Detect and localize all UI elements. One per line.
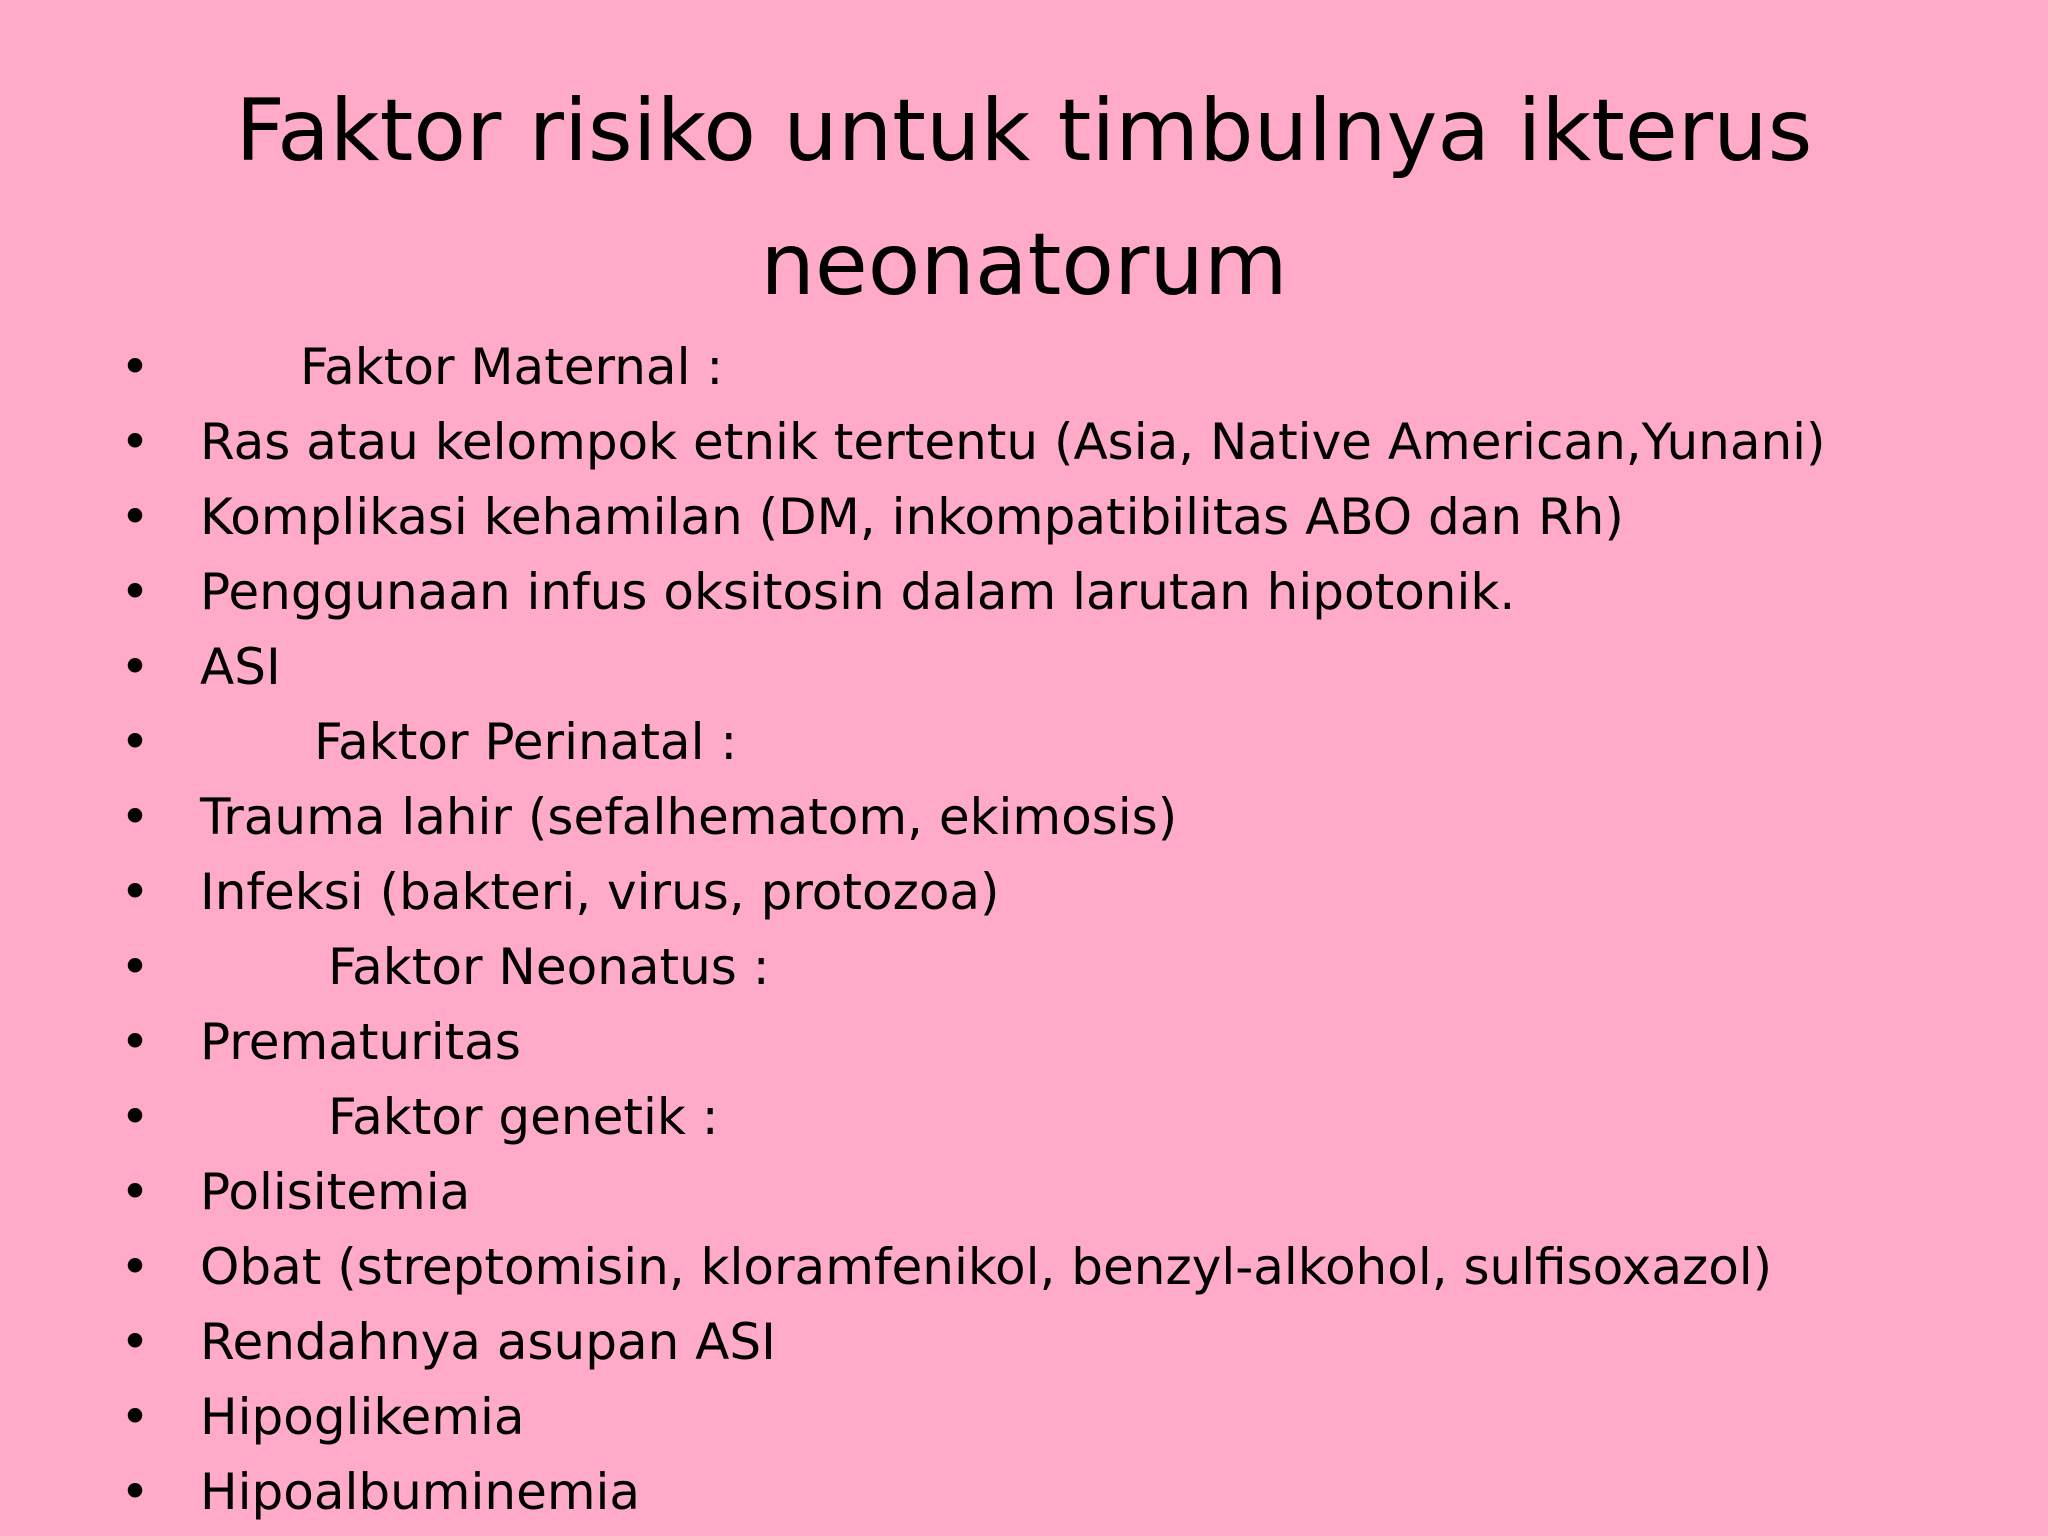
bullet-item — [0, 480, 2048, 555]
slide-title-line-1: Faktor risiko untuk timbulnya ikterus — [235, 81, 1813, 181]
bullet-icon: • — [120, 563, 150, 621]
bullet-icon: • — [120, 1088, 150, 1146]
bullet-text: Prematuritas — [200, 1013, 521, 1071]
slide-title — [0, 64, 2048, 332]
bullet-text: Faktor genetik : — [328, 1088, 719, 1146]
bullet-item — [0, 1305, 2048, 1380]
bullet-item — [0, 855, 2048, 930]
bullet-icon: • — [120, 638, 150, 696]
bullet-item — [0, 1455, 2048, 1530]
bullet-text: Hipoglikemia — [200, 1388, 525, 1446]
bullet-item — [0, 1380, 2048, 1455]
bullet-icon: • — [120, 788, 150, 846]
bullet-item — [0, 780, 2048, 855]
bullet-item — [0, 1155, 2048, 1230]
bullet-icon: • — [120, 938, 150, 996]
bullet-icon: • — [120, 1013, 150, 1071]
bullet-icon: • — [120, 488, 150, 546]
bullet-icon: • — [120, 713, 150, 771]
bullet-text: Faktor Maternal : — [300, 338, 724, 396]
bullet-item-faktor-perinatal — [0, 705, 2048, 780]
bullet-icon: • — [120, 1313, 150, 1371]
bullet-item — [0, 405, 2048, 480]
bullet-text: Hipoalbuminemia — [200, 1463, 641, 1521]
bullet-text: Rendahnya asupan ASI — [200, 1313, 776, 1371]
bullet-text: Obat (streptomisin, kloramfenikol, benzyl-alkohol, sulfisoxazol) — [200, 1238, 1773, 1296]
bullet-text: Penggunaan infus oksitosin dalam larutan hipotonik. — [200, 563, 1516, 621]
bullet-icon: • — [120, 1463, 150, 1521]
bullet-text: Infeksi (bakteri, virus, protozoa) — [200, 863, 1000, 921]
slide-title-line-2: neonatorum — [760, 215, 1288, 315]
bullet-item-faktor-maternal — [0, 330, 2048, 405]
bullet-text: Trauma lahir (sefalhematom, ekimosis) — [200, 788, 1178, 846]
bullet-text: Faktor Neonatus : — [328, 938, 770, 996]
bullet-icon: • — [120, 1163, 150, 1221]
bullet-icon: • — [120, 1388, 150, 1446]
bullet-icon: • — [120, 863, 150, 921]
bullet-item — [0, 630, 2048, 705]
bullet-text: Polisitemia — [200, 1163, 471, 1221]
bullet-list — [0, 330, 2048, 1530]
bullet-icon: • — [120, 338, 150, 396]
bullet-text: ASI — [200, 638, 281, 696]
bullet-item-faktor-neonatus — [0, 930, 2048, 1005]
bullet-item — [0, 1230, 2048, 1305]
bullet-item — [0, 1005, 2048, 1080]
bullet-item — [0, 555, 2048, 630]
bullet-icon: • — [120, 1238, 150, 1296]
bullet-item-faktor-genetik — [0, 1080, 2048, 1155]
bullet-icon: • — [120, 413, 150, 471]
bullet-text: Komplikasi kehamilan (DM, inkompatibilitas ABO dan Rh) — [200, 488, 1624, 546]
bullet-text: Faktor Perinatal : — [314, 713, 738, 771]
bullet-text: Ras atau kelompok etnik tertentu (Asia, Native American,Yunani) — [200, 413, 1826, 471]
